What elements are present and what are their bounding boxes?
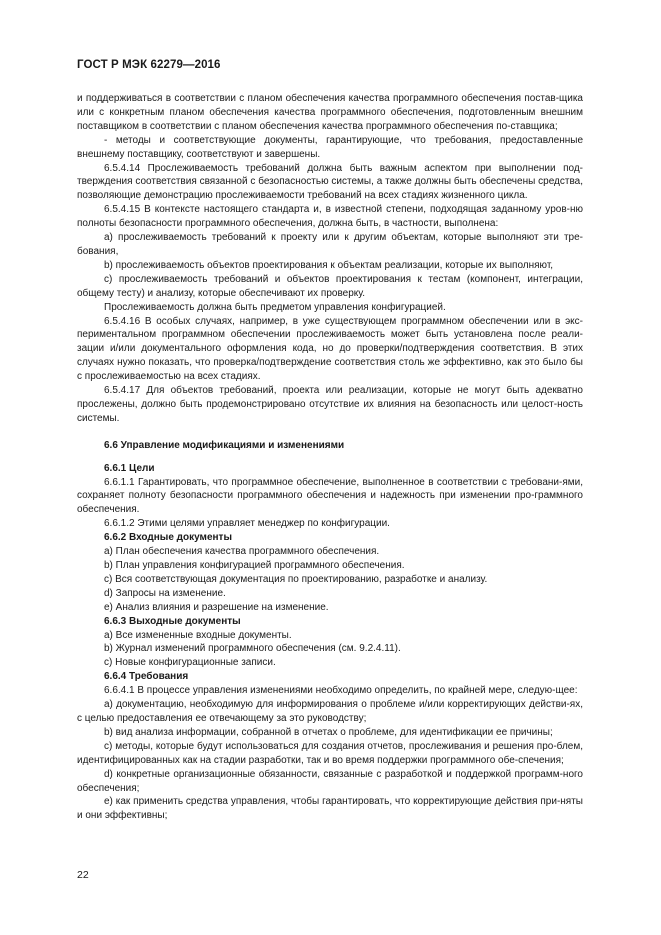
document-body [77,92,583,823]
paragraph: 6.6.4.1 В процессе управления изменениями необходимо определить, по крайней мере, следую-щее: [104,685,578,697]
paragraph: c) Вся соответствующая документация по проектированию, разработке и анализу. [104,573,488,585]
paragraph: b) Журнал изменений программного обеспечения (см. 9.2.4.11). [104,643,401,655]
paragraph: c) Новые конфигурационные записи. [104,657,276,669]
paragraph: a) Все измененные входные документы. [104,629,292,641]
paragraph: - методы и соответствующие документы, гарантирующие, что требования, предоставленные внешнему поставщику, соответствуют и завершены. [77,134,583,160]
paragraph: b) План управления конфигурацией программного обеспечения. [104,560,405,571]
section-heading: 6.6.3 Выходные документы [104,615,241,627]
paragraph: a) План обеспечения качества программного обеспечения. [104,546,380,558]
paragraph: 6.5.4.15 В контексте настоящего стандарта и, в известной степени, подходящая заданному уров-ню полноты безопасности программного обеспечения, должна быть, в частности, выполнена: [77,204,583,230]
paragraph: d) Запросы на изменение. [104,587,226,599]
paragraph: b) прослеживаемость объектов проектирования к объектам реализации, которые их выполняют, [104,259,554,271]
section-heading: 6.6.2 Входные документы [104,532,232,544]
paragraph: и поддерживаться в соответствии с планом обеспечения качества программного обеспечения постав-щика или с конкретным планом обеспечения качества программного обеспечения, подготовленным внешним поставщиком в соответствии с планом обеспечения качества программного обеспечения по-ставщика; [77,93,583,132]
paragraph: a) документацию, необходимую для информирования о проблеме и/или корректирующих действи-ях, с целью предоставления ее отвечающему за это руководству; [77,699,583,724]
paragraph: c) методы, которые будут использоваться для создания отчетов, прослеживания и решения про-блем, идентифицированных как на стадии разработки, так и во время поддержки программного обе-спечения; [77,740,583,766]
section-heading: 6.6.1 Цели [104,462,155,474]
paragraph: 6.6.1.2 Этими целями управляет менеджер по конфигурации. [104,518,390,530]
paragraph: Прослеживаемость должна быть предметом управления конфигурацией. [104,301,446,313]
paragraph: a) прослеживаемость требований к проекту или к другим объектам, которые выполняют эти тре-бования, [77,232,583,257]
paragraph: 6.6.1.1 Гарантировать, что программное обеспечение, выполненное в соответствии с требовани-ями, сохраняет полноту безопасности программного обеспечения и надежность при изменении про-граммного обеспечения. [77,476,583,516]
paragraph: e) Анализ влияния и разрешение на изменение. [104,601,329,613]
paragraph: d) конкретные организационные обязанности, связанные с разработкой и поддержкой программ-ного обеспечения; [77,768,583,794]
paragraph: e) как применить средства управления, чтобы гарантировать, что корректирующие действия при-няты и они эффективны; [77,796,583,822]
paragraph: 6.5.4.16 В особых случаях, например, в уже существующем программном обеспечении или в экс-периментальном программном обеспечении прослеживаемость может быть установлена после реали-зации и/или документального оформления кода, но до проверки/подтверждения соответствия. В этих случаях нужно показать, что проверка/подтверждение соответствия столь же эффективно, как это было бы с прослеживаемостью на всех стадиях. [77,315,583,383]
page-number: 22 [77,869,89,881]
section-heading: 6.6 Управление модификациями и изменениями [104,439,345,451]
paragraph: b) вид анализа информации, собранной в отчетах о проблеме, для идентификации ее причины; [104,726,553,738]
paragraph: 6.5.4.17 Для объектов требований, проекта или реализации, которые не могут быть адекватно прослежены, должно быть продемонстрировано отсутствие их влияния на безопасность или целост-ность системы. [77,385,583,424]
paragraph: c) прослеживаемость требований и объектов проектирования к тестам (компонент, интеграции, общему тесту) и анализу, которые обеспечивают их проверку. [77,273,583,299]
section-heading: 6.6.4 Требования [104,671,189,683]
paragraph: 6.5.4.14 Прослеживаемость требований должна быть важным аспектом при выполнении под-тверждения соответствия связанной с безопасностью системы, а также должны быть обеспечены средства, позволяющие демонстрацию прослеживаемости требований на всех стадиях жизненного цикла. [77,162,583,202]
document-header: ГОСТ Р МЭК 62279—2016 [77,59,221,71]
